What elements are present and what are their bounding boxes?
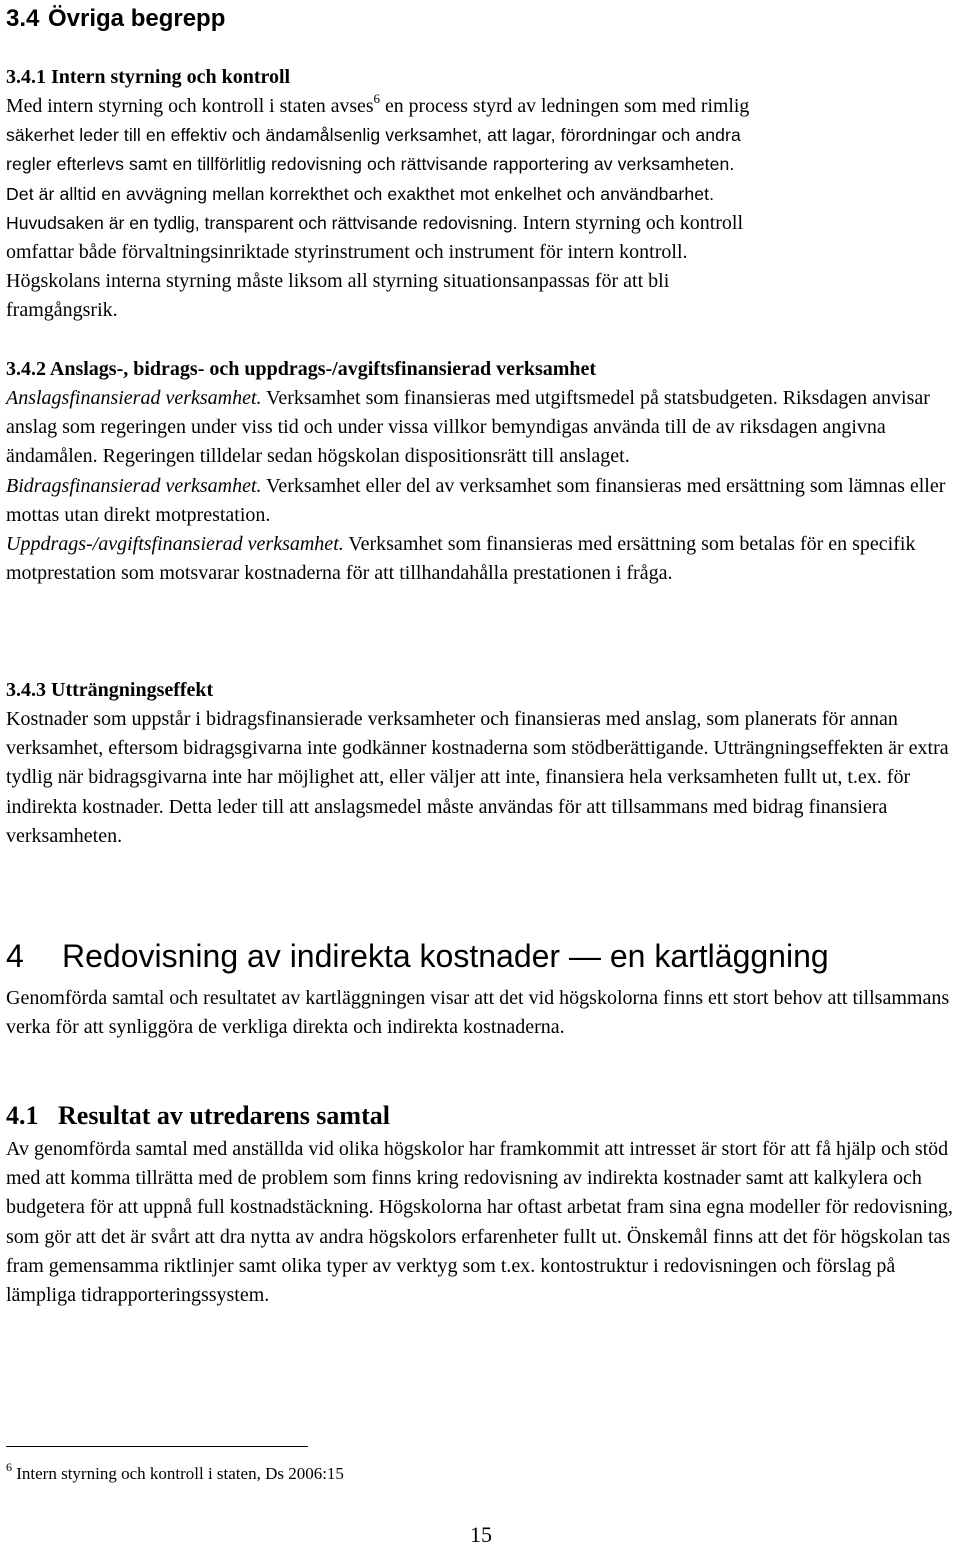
text-line: Huvudsaken är en tydlig, transparent och rättvisande redovisning. Intern styrning och kontroll xyxy=(6,211,744,234)
paragraph-4 xyxy=(6,984,956,1042)
footnote-separator xyxy=(6,1446,308,1447)
paragraph-3-4-3 xyxy=(6,705,956,851)
chapter-number: 4 xyxy=(6,938,24,974)
section-number: 3.4 xyxy=(6,5,40,32)
text-line: Högskolans interna styrning måste liksom all styrning situationsanpassas för att bli xyxy=(6,270,670,293)
section-title: Övriga begrepp xyxy=(48,5,226,32)
term: Uppdrags-/avgiftsfinansierad verksamhet. xyxy=(6,533,344,556)
paragraph-4-1 xyxy=(6,1135,956,1310)
definition-anslag: Anslagsfinansierad verksamhet. Verksamhet som finansieras med utgiftsmedel på statsbudgeten. Riksdagen anvisar anslag som regeringen under viss tid och under vissa villkor bemyndigas använda till de av riksdagen angivna ändamålen. Regeringen tilldelar sedan högskolan dispositionsrätt till anslaget. xyxy=(6,387,930,468)
subsection-heading-3-4-1: 3.4.1 Intern styrning och kontroll xyxy=(6,66,291,88)
text-line: regler efterlevs samt en tillförlitlig redovisning och rättvisande rapportering av verksamheten. xyxy=(6,154,735,175)
section-heading-3-4 xyxy=(6,4,956,34)
chapter-heading-4 xyxy=(6,936,956,976)
section-heading-4-1 xyxy=(6,1100,956,1132)
footnote-text: Intern styrning och kontroll i staten, Ds 2006:15 xyxy=(16,1464,344,1483)
paragraph-3-4-2 xyxy=(6,384,956,588)
text-line: säkerhet leder till en effektiv och ändamålsenlig verksamhet, att lagar, förordningar och andra xyxy=(6,125,741,146)
text-line: omfattar både förvaltningsinriktade styrinstrument och instrument för intern kontroll. xyxy=(6,241,688,264)
footnote xyxy=(6,1460,344,1485)
footnote-reference: 6 xyxy=(373,91,381,107)
text-body: Av genomförda samtal med anställda vid olika högskolor har framkommit att intresset är stort för att få hjälp och stöd med att komma tillrätta med de problem som finns kring redovisning av indirekta kostnader samt att kalkylera och budgetera för att uppnå full kostnadstäckning. Högskolorna har oftast arbetat fram sina egna modeller för redovisning, som gör att det är svårt att dra nytta av andra högskolors erfarenheter fullt ut. Önskemål finns att det för högskolan tas fram gemensamma riktlinjer samt olika typer av verktyg som t.ex. kontostruktur i redovisningen och förslag på lämpliga tidrapporteringssystem. xyxy=(6,1138,953,1307)
text-line: Med intern styrning och kontroll i staten avses$^6$ en process styrd av ledningen som med rimlig xyxy=(6,91,750,117)
term: Bidragsfinansierad verksamhet. xyxy=(6,474,262,497)
subsection-heading-3-4-2: 3.4.2 Anslags-, bidrags- och uppdrags-/avgiftsfinansierad verksamhet xyxy=(6,358,597,380)
paragraph-3-4-1 xyxy=(6,92,956,326)
page-number: 15 xyxy=(470,1522,492,1547)
text-line: Det är alltid en avvägning mellan korrekthet och exakthet mot enkelhet och användbarhet. xyxy=(6,183,715,204)
term: Anslagsfinansierad verksamhet. xyxy=(6,387,262,409)
text-body: Kostnader som uppstår i bidragsfinansierade verksamheter och finansieras med anslag, som planerats för annan verksamhet, eftersom bidragsgivarna inte godkänner kostnaderna som stödberättigande. Utträngningseffekten är extra tydlig när bidragsgivarna inte har möjlighet att, eller väljer att inte, finansiera hela verksamheten fullt ut, t.ex. för indirekta kostnader. Detta leder till att anslagsmedel måste användas för att tillsammans med bidrag finansiera verksamheten. xyxy=(6,708,949,847)
section-title: Resultat av utredarens samtal xyxy=(58,1101,390,1130)
section-number: 4.1 xyxy=(6,1101,39,1130)
definition-bidrag: Bidragsfinansierad verksamhet. Verksamhet eller del av verksamhet som finansieras med ersättning som lämnas eller mottas utan direkt motprestation. xyxy=(6,474,946,526)
text-body: Genomförda samtal och resultatet av kartläggningen visar att det vid högskolorna finns ett stort behov att tillsammans verka för att synliggöra de verkliga direkta och indirekta kostnaderna. xyxy=(6,987,950,1039)
definition-uppdrag: Uppdrags-/avgiftsfinansierad verksamhet. Verksamhet som finansieras med ersättning som betalas för en specifik motprestation som motsvarar kostnaderna för att tillhandahålla prestationen i fråga. xyxy=(6,533,916,585)
subsection-heading-3-4-3: 3.4.3 Utträngningseffekt xyxy=(6,679,214,701)
footnote-mark: 6 xyxy=(6,1460,12,1475)
text-line: framgångsrik. xyxy=(6,299,118,322)
chapter-title: Redovisning av indirekta kostnader — en kartläggning xyxy=(62,938,829,974)
